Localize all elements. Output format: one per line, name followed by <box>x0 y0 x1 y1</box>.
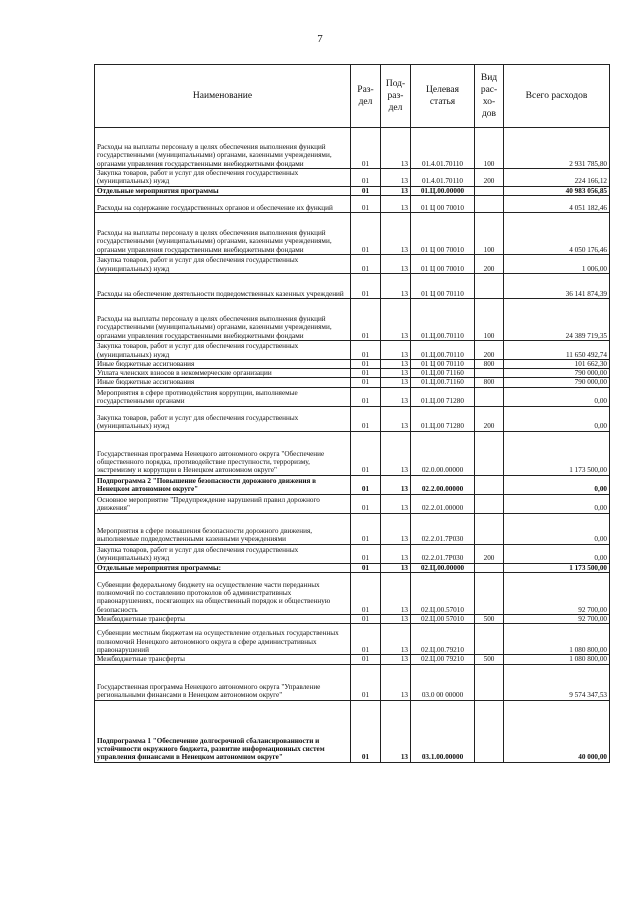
cell-subsection: 13 <box>381 378 411 387</box>
cell-expense-type: 800 <box>475 359 504 368</box>
cell-section: 01 <box>351 563 381 572</box>
cell-total: 4 050 176,46 <box>504 212 610 254</box>
cell-section: 01 <box>351 700 381 762</box>
cell-subsection: 13 <box>381 340 411 359</box>
cell-expense-type <box>475 475 504 494</box>
cell-total: 4 051 182,46 <box>504 195 610 212</box>
cell-subsection: 13 <box>381 494 411 513</box>
cell-subsection: 13 <box>381 563 411 572</box>
cell-subsection: 13 <box>381 513 411 544</box>
table-row <box>95 369 610 378</box>
cell-target: 01.Ц.00 71280 <box>411 387 475 406</box>
cell-name: Закупка товаров, работ и услуг для обеспечения государственных (муниципальных) нужд <box>95 406 351 431</box>
cell-name: Субвенции местным бюджетам на осуществление отдельных государственных полномочий Ненецкого автономного округа в сфере административных правонарушений <box>95 624 351 655</box>
cell-total: 0,00 <box>504 544 610 563</box>
cell-expense-type <box>475 431 504 475</box>
cell-name: Закупка товаров, работ и услуг для обеспечения государственных (муниципальных) нужд <box>95 544 351 563</box>
cell-expense-type <box>475 563 504 572</box>
cell-name: Субвенции федеральному бюджету на осуществление части переданных полномочий по составлению протоколов об административных правонарушениях, посягающих на общественный порядок и общественную безопасность <box>95 573 351 615</box>
cell-expense-type <box>475 513 504 544</box>
cell-name: Расходы на выплаты персоналу в целях обеспечения выполнения функций государственными (муниципальными) органами, казенными учреждениями, органами управления государственными внебюджетными фондами <box>95 128 351 169</box>
cell-subsection: 13 <box>381 273 411 298</box>
cell-section: 01 <box>351 378 381 387</box>
page-number: 7 <box>317 33 323 45</box>
cell-section: 01 <box>351 340 381 359</box>
cell-target: 02.Ц.00 57010 <box>411 615 475 624</box>
cell-total: 0,00 <box>504 475 610 494</box>
cell-section: 01 <box>351 359 381 368</box>
table-row <box>95 378 610 387</box>
header-section: Раз- дел <box>351 65 381 128</box>
cell-total: 24 389 719,35 <box>504 298 610 340</box>
cell-total: 1 173 500,00 <box>504 563 610 572</box>
cell-section: 01 <box>351 254 381 273</box>
cell-subsection: 13 <box>381 615 411 624</box>
cell-total: 0,00 <box>504 494 610 513</box>
table-row <box>95 700 610 762</box>
cell-total: 0,00 <box>504 513 610 544</box>
cell-total: 0,00 <box>504 387 610 406</box>
cell-total: 40 983 056,85 <box>504 186 610 195</box>
cell-target: 01.Ц.00 71160 <box>411 369 475 378</box>
cell-section: 01 <box>351 655 381 664</box>
cell-name: Расходы на обеспечение деятельности подведомственных казенных учреждений <box>95 273 351 298</box>
cell-subsection: 13 <box>381 573 411 615</box>
header-target: Целевая статья <box>411 65 475 128</box>
table-row <box>95 254 610 273</box>
cell-name: Мероприятия в сфере противодействия коррупции, выполняемые государственными органами <box>95 387 351 406</box>
cell-target: 01.Ц.00.00000 <box>411 186 475 195</box>
cell-section: 01 <box>351 186 381 195</box>
table-row <box>95 513 610 544</box>
cell-subsection: 13 <box>381 298 411 340</box>
cell-subsection: 13 <box>381 359 411 368</box>
cell-section: 01 <box>351 273 381 298</box>
cell-name: Отдельные мероприятия программы: <box>95 563 351 572</box>
budget-table <box>94 64 610 763</box>
table-row <box>95 298 610 340</box>
cell-name: Расходы на содержание государственных органов и обеспечение их функций <box>95 195 351 212</box>
cell-name: Закупка товаров, работ и услуг для обеспечения государственных (муниципальных) нужд <box>95 169 351 187</box>
cell-expense-type <box>475 387 504 406</box>
cell-expense-type: 200 <box>475 544 504 563</box>
cell-target: 01.Ц.00 71280 <box>411 406 475 431</box>
cell-total: 36 141 874,39 <box>504 273 610 298</box>
cell-target: 02.Ц.00.79210 <box>411 624 475 655</box>
cell-target: 02.Ц.00.00000 <box>411 563 475 572</box>
cell-expense-type: 500 <box>475 655 504 664</box>
cell-total: 1 006,00 <box>504 254 610 273</box>
cell-total: 11 650 492,74 <box>504 340 610 359</box>
cell-subsection: 13 <box>381 700 411 762</box>
cell-expense-type <box>475 700 504 762</box>
cell-expense-type <box>475 195 504 212</box>
cell-target: 01 Ц 00 70010 <box>411 254 475 273</box>
cell-subsection: 13 <box>381 169 411 187</box>
cell-expense-type <box>475 273 504 298</box>
cell-expense-type: 200 <box>475 169 504 187</box>
cell-expense-type <box>475 573 504 615</box>
cell-target: 01.Ц.00.71160 <box>411 378 475 387</box>
cell-total: 1 080 800,00 <box>504 624 610 655</box>
cell-name: Иные бюджетные ассигнования <box>95 378 351 387</box>
cell-section: 01 <box>351 513 381 544</box>
cell-total: 1 080 800,00 <box>504 655 610 664</box>
header-total: Всего расходов <box>504 65 610 128</box>
cell-expense-type: 100 <box>475 128 504 169</box>
cell-section: 01 <box>351 128 381 169</box>
cell-name: Подпрограмма 2 "Повышение безопасности дорожного движения в Ненецком автономном округе" <box>95 475 351 494</box>
table-row <box>95 128 610 169</box>
cell-target: 01.4.01.70110 <box>411 128 475 169</box>
cell-total: 92 700,00 <box>504 615 610 624</box>
cell-subsection: 13 <box>381 544 411 563</box>
cell-subsection: 13 <box>381 387 411 406</box>
cell-target: 01 Ц 00 70010 <box>411 195 475 212</box>
cell-target: 02.2.01.7Р030 <box>411 513 475 544</box>
cell-section: 01 <box>351 212 381 254</box>
table-row <box>95 544 610 563</box>
header-subsection: Под- раз- дел <box>381 65 411 128</box>
table-row <box>95 494 610 513</box>
cell-section: 01 <box>351 169 381 187</box>
cell-total: 40 000,00 <box>504 700 610 762</box>
cell-name: Подпрограмма 1 "Обеспечение долгосрочной сбалансированности и устойчивости окружного бюджета, развитие информационных систем управления финансами в Ненецком автономном округе" <box>95 700 351 762</box>
table-row <box>95 359 610 368</box>
cell-expense-type: 100 <box>475 298 504 340</box>
cell-name: Расходы на выплаты персоналу в целях обеспечения выполнения функций государственными (муниципальными) органами, казенными учреждениями, органами управления государственными внебюджетными фондами <box>95 298 351 340</box>
cell-expense-type: 200 <box>475 254 504 273</box>
cell-target: 02.2.00.00000 <box>411 475 475 494</box>
table-header-row <box>95 65 610 128</box>
cell-section: 01 <box>351 494 381 513</box>
cell-name: Расходы на выплаты персоналу в целях обеспечения выполнения функций государственными (муниципальными) органами, казенными учреждениями, органами управления государственными внебюджетными фондами <box>95 212 351 254</box>
cell-subsection: 13 <box>381 406 411 431</box>
table-row <box>95 186 610 195</box>
cell-name: Государственная программа Ненецкого автономного округа "Управление региональными финансами в Ненецком автономном округе" <box>95 664 351 700</box>
cell-target: 01 Ц 00 70110 <box>411 273 475 298</box>
cell-name: Мероприятия в сфере повышения безопасности дорожного движения, выполняемые подведомственными казенными учреждениями <box>95 513 351 544</box>
cell-target: 01 Ц 00 70110 <box>411 359 475 368</box>
cell-subsection: 13 <box>381 664 411 700</box>
cell-expense-type: 500 <box>475 615 504 624</box>
cell-expense-type: 200 <box>475 340 504 359</box>
cell-total: 101 662,30 <box>504 359 610 368</box>
cell-subsection: 13 <box>381 186 411 195</box>
cell-target: 02.0.00.00000 <box>411 431 475 475</box>
table-row <box>95 475 610 494</box>
cell-subsection: 13 <box>381 475 411 494</box>
cell-expense-type: 100 <box>475 212 504 254</box>
cell-section: 01 <box>351 664 381 700</box>
table-row <box>95 615 610 624</box>
cell-name: Закупка товаров, работ и услуг для обеспечения государственных (муниципальных) нужд <box>95 254 351 273</box>
cell-section: 01 <box>351 431 381 475</box>
cell-section: 01 <box>351 615 381 624</box>
cell-subsection: 13 <box>381 624 411 655</box>
cell-name: Основное мероприятие "Предупреждение нарушений правил дорожного движения" <box>95 494 351 513</box>
cell-expense-type: 800 <box>475 378 504 387</box>
table-row <box>95 406 610 431</box>
cell-target: 01.Ц.00.70110 <box>411 298 475 340</box>
cell-section: 01 <box>351 624 381 655</box>
table-row <box>95 212 610 254</box>
cell-target: 02.2.01.00000 <box>411 494 475 513</box>
cell-expense-type <box>475 664 504 700</box>
cell-target: 02.Ц.00 79210 <box>411 655 475 664</box>
cell-name: Государственная программа Ненецкого автономного округа "Обеспечение общественного порядка, противодействие преступности, терроризму, экстремизму и коррупции в Ненецком автономном округе" <box>95 431 351 475</box>
cell-name: Межбюджетные трансферты <box>95 615 351 624</box>
cell-target: 01 Ц 00 70010 <box>411 212 475 254</box>
cell-section: 01 <box>351 406 381 431</box>
cell-name: Межбюджетные трансферты <box>95 655 351 664</box>
cell-subsection: 13 <box>381 369 411 378</box>
cell-subsection: 13 <box>381 128 411 169</box>
table-row <box>95 387 610 406</box>
cell-expense-type <box>475 186 504 195</box>
cell-section: 01 <box>351 573 381 615</box>
cell-target: 01.Ц.00.70110 <box>411 340 475 359</box>
cell-target: 03.1.00.00000 <box>411 700 475 762</box>
cell-target: 02.Ц.00.57010 <box>411 573 475 615</box>
cell-subsection: 13 <box>381 254 411 273</box>
cell-section: 01 <box>351 475 381 494</box>
cell-total: 9 574 347,53 <box>504 664 610 700</box>
header-name: Наименование <box>95 65 351 128</box>
cell-target: 02.2.01.7Р030 <box>411 544 475 563</box>
cell-name: Иные бюджетные ассигнования <box>95 359 351 368</box>
cell-subsection: 13 <box>381 431 411 475</box>
cell-total: 92 700,00 <box>504 573 610 615</box>
cell-target: 03.0 00 00000 <box>411 664 475 700</box>
header-expense-type: Вид рас- хо- дов <box>475 65 504 128</box>
cell-name: Уплата членских взносов в некоммерческие организации <box>95 369 351 378</box>
cell-subsection: 13 <box>381 195 411 212</box>
cell-expense-type: 200 <box>475 406 504 431</box>
cell-expense-type <box>475 494 504 513</box>
cell-section: 01 <box>351 544 381 563</box>
table-row <box>95 431 610 475</box>
cell-total: 2 931 785,80 <box>504 128 610 169</box>
cell-subsection: 13 <box>381 212 411 254</box>
cell-target: 01.4.01.70110 <box>411 169 475 187</box>
table-row <box>95 573 610 615</box>
cell-total: 790 000,00 <box>504 378 610 387</box>
table-row <box>95 169 610 187</box>
cell-name: Закупка товаров, работ и услуг для обеспечения государственных (муниципальных) нужд <box>95 340 351 359</box>
cell-total: 790 000,00 <box>504 369 610 378</box>
cell-section: 01 <box>351 387 381 406</box>
table-row <box>95 563 610 572</box>
table-row <box>95 624 610 655</box>
cell-total: 0,00 <box>504 406 610 431</box>
cell-section: 01 <box>351 298 381 340</box>
cell-section: 01 <box>351 369 381 378</box>
cell-total: 224 166,12 <box>504 169 610 187</box>
table-row <box>95 655 610 664</box>
table-row <box>95 340 610 359</box>
cell-expense-type <box>475 624 504 655</box>
table-row <box>95 273 610 298</box>
cell-expense-type <box>475 369 504 378</box>
cell-total: 1 173 500,00 <box>504 431 610 475</box>
cell-subsection: 13 <box>381 655 411 664</box>
table-row <box>95 195 610 212</box>
cell-section: 01 <box>351 195 381 212</box>
cell-name: Отдельные мероприятия программы <box>95 186 351 195</box>
table-row <box>95 664 610 700</box>
